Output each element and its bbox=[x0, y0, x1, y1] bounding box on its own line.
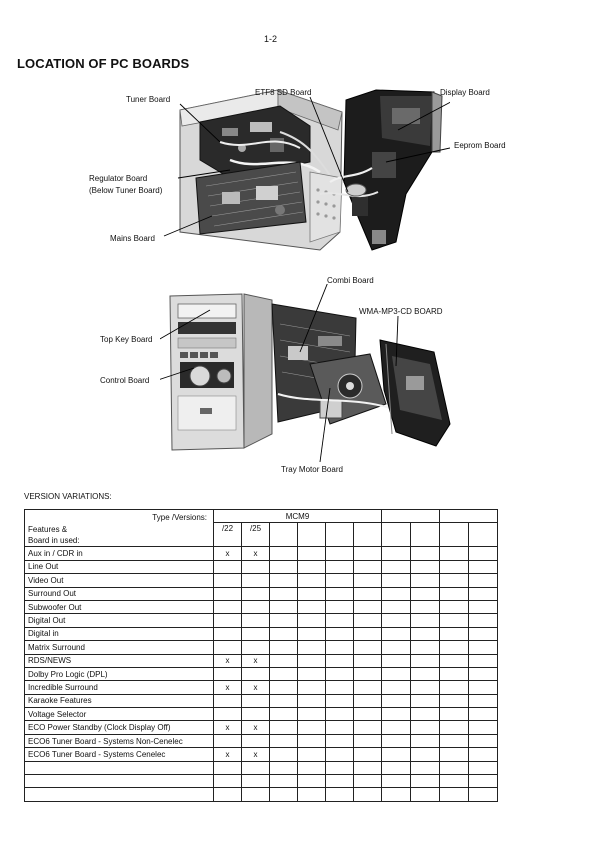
empty-cell bbox=[326, 600, 354, 613]
empty-cell bbox=[270, 694, 298, 707]
empty-cell bbox=[326, 734, 354, 747]
feature-cell: Incredible Surround bbox=[25, 681, 214, 694]
feature-cell bbox=[25, 775, 214, 788]
empty-cell bbox=[440, 641, 469, 654]
empty-cell bbox=[298, 547, 326, 560]
empty-cell bbox=[469, 788, 498, 801]
empty-cell bbox=[298, 734, 326, 747]
version-22-cell bbox=[214, 614, 242, 627]
empty-cell bbox=[440, 547, 469, 560]
empty-cell bbox=[326, 574, 354, 587]
feature-cell: ECO6 Tuner Board - Systems Non-Cenelec bbox=[25, 734, 214, 747]
empty-cell bbox=[382, 627, 411, 640]
empty-cell bbox=[270, 775, 298, 788]
version-col-blank bbox=[411, 523, 440, 547]
label-display-board: Display Board bbox=[440, 88, 490, 97]
version-25-cell bbox=[242, 641, 270, 654]
version-22-cell bbox=[214, 708, 242, 721]
empty-cell bbox=[298, 614, 326, 627]
table-row bbox=[25, 600, 498, 613]
empty-cell bbox=[382, 775, 411, 788]
empty-cell bbox=[270, 734, 298, 747]
features-label: Features & Board in used: bbox=[28, 525, 80, 545]
empty-cell bbox=[440, 734, 469, 747]
empty-cell bbox=[354, 667, 382, 680]
empty-cell bbox=[270, 721, 298, 734]
empty-cell bbox=[469, 775, 498, 788]
table-row bbox=[25, 654, 498, 667]
version-22-cell bbox=[214, 667, 242, 680]
empty-cell bbox=[469, 708, 498, 721]
version-25-cell bbox=[242, 600, 270, 613]
version-25-cell: x bbox=[242, 547, 270, 560]
label-tuner-board: Tuner Board bbox=[126, 95, 171, 104]
version-22-cell: x bbox=[214, 721, 242, 734]
empty-cell bbox=[298, 600, 326, 613]
empty-cell bbox=[298, 627, 326, 640]
version-col-blank bbox=[440, 523, 469, 547]
empty-cell bbox=[469, 748, 498, 761]
version-25-cell bbox=[242, 560, 270, 573]
version-22-cell bbox=[214, 627, 242, 640]
empty-cell bbox=[382, 574, 411, 587]
empty-cell bbox=[440, 560, 469, 573]
table-row bbox=[25, 560, 498, 573]
version-col-25: /25 bbox=[242, 523, 270, 547]
version-25-cell bbox=[242, 761, 270, 774]
empty-cell bbox=[440, 721, 469, 734]
table-row bbox=[25, 721, 498, 734]
empty-cell bbox=[298, 681, 326, 694]
empty-cell bbox=[326, 614, 354, 627]
version-22-cell: x bbox=[214, 547, 242, 560]
empty-cell bbox=[411, 641, 440, 654]
empty-cell bbox=[440, 775, 469, 788]
feature-cell: Line Out bbox=[25, 560, 214, 573]
empty-cell bbox=[382, 547, 411, 560]
empty-cell bbox=[298, 788, 326, 801]
empty-cell bbox=[411, 587, 440, 600]
version-25-cell bbox=[242, 734, 270, 747]
empty-cell bbox=[354, 708, 382, 721]
empty-cell bbox=[298, 708, 326, 721]
version-variations-table bbox=[24, 509, 498, 802]
empty-cell bbox=[469, 641, 498, 654]
empty-cell bbox=[440, 788, 469, 801]
table-row bbox=[25, 667, 498, 680]
feature-cell: Digital Out bbox=[25, 614, 214, 627]
empty-cell bbox=[354, 574, 382, 587]
version-22-cell bbox=[214, 775, 242, 788]
label-etf8-sd-board: ETF8 SD Board bbox=[255, 88, 312, 97]
empty-cell bbox=[354, 788, 382, 801]
empty-cell bbox=[411, 614, 440, 627]
empty-cell bbox=[440, 708, 469, 721]
empty-cell bbox=[270, 788, 298, 801]
empty-cell bbox=[411, 761, 440, 774]
empty-cell bbox=[354, 560, 382, 573]
version-22-cell bbox=[214, 734, 242, 747]
version-col-blank bbox=[354, 523, 382, 547]
empty-cell bbox=[270, 614, 298, 627]
table-row bbox=[25, 748, 498, 761]
table-row bbox=[25, 788, 498, 801]
empty-cell bbox=[298, 694, 326, 707]
label-tray-motor-board: Tray Motor Board bbox=[281, 465, 343, 474]
empty-cell bbox=[411, 654, 440, 667]
empty-cell bbox=[298, 775, 326, 788]
empty-cell bbox=[270, 681, 298, 694]
empty-cell bbox=[469, 734, 498, 747]
version-22-cell: x bbox=[214, 654, 242, 667]
empty-cell bbox=[440, 694, 469, 707]
empty-cell bbox=[298, 654, 326, 667]
empty-cell bbox=[270, 667, 298, 680]
table-row bbox=[25, 574, 498, 587]
version-25-cell bbox=[242, 587, 270, 600]
empty-cell bbox=[326, 775, 354, 788]
empty-cell bbox=[270, 600, 298, 613]
empty-cell bbox=[469, 614, 498, 627]
empty-cell bbox=[298, 748, 326, 761]
feature-cell: Aux in / CDR in bbox=[25, 547, 214, 560]
empty-cell bbox=[382, 600, 411, 613]
empty-cell bbox=[411, 788, 440, 801]
version-col-blank bbox=[326, 523, 354, 547]
empty-cell bbox=[326, 708, 354, 721]
empty-cell bbox=[354, 547, 382, 560]
empty-cell bbox=[411, 708, 440, 721]
empty-cell bbox=[326, 694, 354, 707]
feature-cell: Subwoofer Out bbox=[25, 600, 214, 613]
version-22-cell bbox=[214, 600, 242, 613]
empty-cell bbox=[270, 761, 298, 774]
feature-cell: ECO6 Tuner Board - Systems Cenelec bbox=[25, 748, 214, 761]
page-title: LOCATION OF PC BOARDS bbox=[17, 56, 190, 71]
version-25-cell bbox=[242, 694, 270, 707]
empty-cell bbox=[298, 761, 326, 774]
version-22-cell: x bbox=[214, 681, 242, 694]
empty-cell bbox=[469, 600, 498, 613]
version-25-cell bbox=[242, 574, 270, 587]
empty-cell bbox=[354, 681, 382, 694]
empty-cell bbox=[440, 587, 469, 600]
table-row bbox=[25, 681, 498, 694]
empty-cell bbox=[298, 587, 326, 600]
version-variations-title: VERSION VARIATIONS: bbox=[24, 492, 112, 501]
table-row bbox=[25, 734, 498, 747]
label-mains-board: Mains Board bbox=[110, 234, 155, 243]
empty-cell bbox=[440, 654, 469, 667]
empty-cell bbox=[298, 641, 326, 654]
empty-cell bbox=[326, 721, 354, 734]
empty-cell bbox=[411, 694, 440, 707]
pc-boards-photo-top bbox=[160, 82, 450, 257]
feature-cell bbox=[25, 761, 214, 774]
empty-cell bbox=[382, 614, 411, 627]
version-22-cell bbox=[214, 574, 242, 587]
empty-cell bbox=[382, 761, 411, 774]
version-25-cell bbox=[242, 775, 270, 788]
blank-model-header-1 bbox=[382, 510, 440, 523]
version-22-cell bbox=[214, 788, 242, 801]
version-22-cell bbox=[214, 560, 242, 573]
empty-cell bbox=[382, 721, 411, 734]
empty-cell bbox=[469, 681, 498, 694]
empty-cell bbox=[411, 748, 440, 761]
version-25-cell: x bbox=[242, 721, 270, 734]
feature-cell: RDS/NEWS bbox=[25, 654, 214, 667]
feature-cell: Dolby Pro Logic (DPL) bbox=[25, 667, 214, 680]
empty-cell bbox=[469, 560, 498, 573]
empty-cell bbox=[382, 734, 411, 747]
empty-cell bbox=[270, 560, 298, 573]
empty-cell bbox=[270, 627, 298, 640]
empty-cell bbox=[469, 761, 498, 774]
version-22-cell: x bbox=[214, 748, 242, 761]
empty-cell bbox=[440, 627, 469, 640]
table-row bbox=[25, 547, 498, 560]
blank-model-header-2 bbox=[440, 510, 498, 523]
version-col-blank bbox=[382, 523, 411, 547]
version-25-cell bbox=[242, 627, 270, 640]
version-col-blank bbox=[270, 523, 298, 547]
label-eeprom-board: Eeprom Board bbox=[454, 141, 506, 150]
empty-cell bbox=[440, 748, 469, 761]
table-row bbox=[25, 694, 498, 707]
empty-cell bbox=[411, 775, 440, 788]
empty-cell bbox=[382, 788, 411, 801]
version-25-cell bbox=[242, 614, 270, 627]
empty-cell bbox=[440, 667, 469, 680]
empty-cell bbox=[411, 721, 440, 734]
empty-cell bbox=[440, 614, 469, 627]
empty-cell bbox=[382, 667, 411, 680]
table-row bbox=[25, 641, 498, 654]
empty-cell bbox=[469, 721, 498, 734]
table-row bbox=[25, 614, 498, 627]
version-22-cell bbox=[214, 761, 242, 774]
empty-cell bbox=[270, 708, 298, 721]
empty-cell bbox=[469, 627, 498, 640]
empty-cell bbox=[411, 667, 440, 680]
type-versions-label: Type /Versions: bbox=[152, 513, 207, 522]
empty-cell bbox=[411, 560, 440, 573]
empty-cell bbox=[326, 788, 354, 801]
empty-cell bbox=[270, 587, 298, 600]
empty-cell bbox=[326, 547, 354, 560]
empty-cell bbox=[270, 641, 298, 654]
model-header: MCM9 bbox=[214, 510, 382, 523]
version-22-cell bbox=[214, 587, 242, 600]
version-25-cell: x bbox=[242, 748, 270, 761]
empty-cell bbox=[298, 667, 326, 680]
empty-cell bbox=[354, 641, 382, 654]
empty-cell bbox=[326, 587, 354, 600]
empty-cell bbox=[469, 547, 498, 560]
version-25-cell bbox=[242, 667, 270, 680]
empty-cell bbox=[354, 721, 382, 734]
empty-cell bbox=[270, 547, 298, 560]
empty-cell bbox=[469, 654, 498, 667]
empty-cell bbox=[382, 587, 411, 600]
empty-cell bbox=[354, 587, 382, 600]
empty-cell bbox=[270, 574, 298, 587]
feature-cell: Video Out bbox=[25, 574, 214, 587]
empty-cell bbox=[440, 681, 469, 694]
empty-cell bbox=[440, 600, 469, 613]
table-row bbox=[25, 587, 498, 600]
empty-cell bbox=[326, 667, 354, 680]
version-22-cell bbox=[214, 694, 242, 707]
page-number: 1-2 bbox=[264, 34, 278, 44]
empty-cell bbox=[469, 694, 498, 707]
label-regulator-note: (Below Tuner Board) bbox=[89, 186, 163, 195]
empty-cell bbox=[382, 654, 411, 667]
empty-cell bbox=[354, 627, 382, 640]
feature-cell bbox=[25, 788, 214, 801]
header-type-features bbox=[25, 510, 214, 547]
empty-cell bbox=[411, 681, 440, 694]
empty-cell bbox=[354, 614, 382, 627]
empty-cell bbox=[382, 748, 411, 761]
empty-cell bbox=[469, 587, 498, 600]
empty-cell bbox=[298, 560, 326, 573]
empty-cell bbox=[326, 761, 354, 774]
version-25-cell bbox=[242, 708, 270, 721]
empty-cell bbox=[354, 775, 382, 788]
feature-cell: Karaoke Features bbox=[25, 694, 214, 707]
feature-cell: ECO Power Standby (Clock Display Off) bbox=[25, 721, 214, 734]
table-row bbox=[25, 761, 498, 774]
feature-cell: Digital in bbox=[25, 627, 214, 640]
empty-cell bbox=[354, 694, 382, 707]
empty-cell bbox=[354, 600, 382, 613]
label-regulator-board: Regulator Board bbox=[89, 174, 148, 183]
empty-cell bbox=[298, 574, 326, 587]
version-25-cell bbox=[242, 788, 270, 801]
empty-cell bbox=[382, 694, 411, 707]
empty-cell bbox=[411, 574, 440, 587]
version-22-cell bbox=[214, 641, 242, 654]
empty-cell bbox=[270, 654, 298, 667]
empty-cell bbox=[382, 560, 411, 573]
empty-cell bbox=[326, 560, 354, 573]
empty-cell bbox=[382, 681, 411, 694]
feature-cell: Matrix Surround bbox=[25, 641, 214, 654]
label-control-board: Control Board bbox=[100, 376, 150, 385]
empty-cell bbox=[354, 748, 382, 761]
empty-cell bbox=[326, 641, 354, 654]
empty-cell bbox=[411, 627, 440, 640]
empty-cell bbox=[440, 574, 469, 587]
empty-cell bbox=[354, 654, 382, 667]
empty-cell bbox=[326, 654, 354, 667]
empty-cell bbox=[354, 734, 382, 747]
label-wma-mp3-cd-board: WMA-MP3-CD BOARD bbox=[359, 307, 443, 316]
empty-cell bbox=[411, 734, 440, 747]
empty-cell bbox=[411, 600, 440, 613]
version-25-cell: x bbox=[242, 681, 270, 694]
version-col-blank bbox=[298, 523, 326, 547]
feature-cell: Surround Out bbox=[25, 587, 214, 600]
empty-cell bbox=[411, 547, 440, 560]
empty-cell bbox=[382, 708, 411, 721]
label-combi-board: Combi Board bbox=[327, 276, 374, 285]
empty-cell bbox=[270, 748, 298, 761]
table-row bbox=[25, 708, 498, 721]
empty-cell bbox=[326, 627, 354, 640]
empty-cell bbox=[298, 721, 326, 734]
empty-cell bbox=[382, 641, 411, 654]
empty-cell bbox=[326, 748, 354, 761]
empty-cell bbox=[354, 761, 382, 774]
version-col-22: /22 bbox=[214, 523, 242, 547]
table-row bbox=[25, 775, 498, 788]
version-25-cell: x bbox=[242, 654, 270, 667]
empty-cell bbox=[326, 681, 354, 694]
feature-cell: Voltage Selector bbox=[25, 708, 214, 721]
empty-cell bbox=[469, 574, 498, 587]
version-col-blank bbox=[469, 523, 498, 547]
label-top-key-board: Top Key Board bbox=[100, 335, 153, 344]
table-header-row bbox=[25, 510, 498, 523]
empty-cell bbox=[440, 761, 469, 774]
table-row bbox=[25, 627, 498, 640]
empty-cell bbox=[469, 667, 498, 680]
